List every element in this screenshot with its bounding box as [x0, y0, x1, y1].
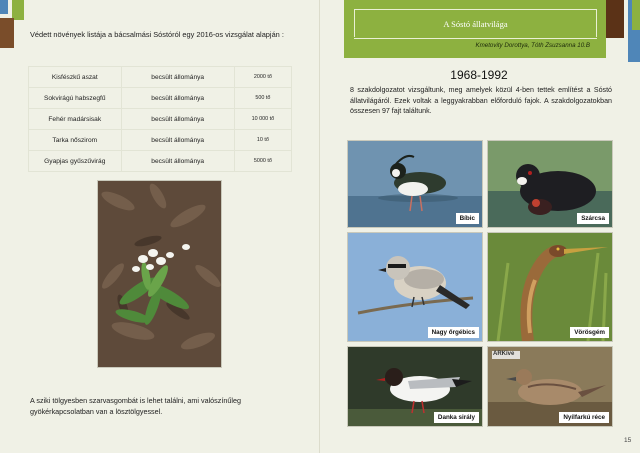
- corner-decoration-blue: [0, 0, 8, 14]
- photo-label: Nagy őrgébics: [428, 327, 479, 338]
- section-title: A Sóstó állatvilága: [443, 18, 508, 29]
- corner-decoration-green: [12, 0, 24, 20]
- plant-name: Tarka nőszirom: [29, 130, 122, 151]
- photo-label: Szárcsa: [577, 213, 609, 224]
- photo-lapwing: [347, 140, 483, 228]
- intro-text: Védett növények listája a bácsalmási Sóstóról egy 2016-os vizsgálat alapján :: [30, 30, 284, 39]
- corner-decoration-brown: [606, 0, 624, 38]
- photo-label: Danka sirály: [434, 412, 479, 423]
- plant-name: Fehér madársisak: [29, 109, 122, 130]
- plant-amount: 10 000 tő: [234, 109, 291, 130]
- table-row: [29, 67, 292, 88]
- photo-label: Nyílfarkú réce: [559, 412, 609, 423]
- plant-status: becsült állománya: [121, 88, 234, 109]
- photo-grey-shrike: [347, 232, 483, 342]
- table-row: [29, 151, 292, 172]
- plant-amount: 5000 tő: [234, 151, 291, 172]
- author-line: Kmetovity Dorottya, Tóth Zsuzsanna 10.B: [475, 42, 590, 49]
- arkive-watermark: ARKive: [493, 351, 515, 357]
- photo-black-headed-gull: [347, 346, 483, 427]
- plant-amount: 500 tő: [234, 88, 291, 109]
- plant-amount: 10 tő: [234, 130, 291, 151]
- truffle-caption: A sziki tölgyesben szarvasgombát is lehet találni, ami valószínűleg gyökérkapcsolatban van a lösztölgyessel.: [30, 396, 241, 416]
- plant-status: becsült állománya: [121, 109, 234, 130]
- banner-frame: [354, 9, 597, 37]
- table-row: [29, 109, 292, 130]
- page-number: 15: [624, 437, 632, 444]
- photo-label: Bíbic: [456, 213, 479, 224]
- table-row: [29, 88, 292, 109]
- protected-plants-table: [28, 66, 292, 172]
- plant-name: Gyapjas gyűszűvirág: [29, 151, 122, 172]
- corner-decoration-green: [632, 0, 640, 30]
- fauna-description: 8 szakdolgozatot vizsgáltunk, meg amelyek közül 4-ben tettek említést a Sóstó állatvilágáról. Ezek voltak a leggyakrabban előforduló fajok. A szakdolgozatokban összesen 97 fajt találtunk.: [350, 86, 612, 115]
- photo-pintail: [487, 346, 613, 427]
- photo-purple-heron: [487, 232, 613, 342]
- plant-name: Kisfészkű aszat: [29, 67, 122, 88]
- period-heading: 1968-1992: [450, 68, 508, 82]
- banner-divider: [354, 38, 597, 39]
- plant-amount: 2000 tő: [234, 67, 291, 88]
- photo-label: Vörösgém: [570, 327, 609, 338]
- plant-status: becsült állománya: [121, 130, 234, 151]
- photo-coot: [487, 140, 613, 228]
- corner-decoration-brown: [0, 18, 14, 48]
- title-banner: [344, 0, 606, 58]
- plant-status: becsült állománya: [121, 151, 234, 172]
- plant-status: becsült állománya: [121, 67, 234, 88]
- plant-name: Sokvirágú habszegfű: [29, 88, 122, 109]
- flower-photo: [97, 180, 222, 368]
- table-row: [29, 130, 292, 151]
